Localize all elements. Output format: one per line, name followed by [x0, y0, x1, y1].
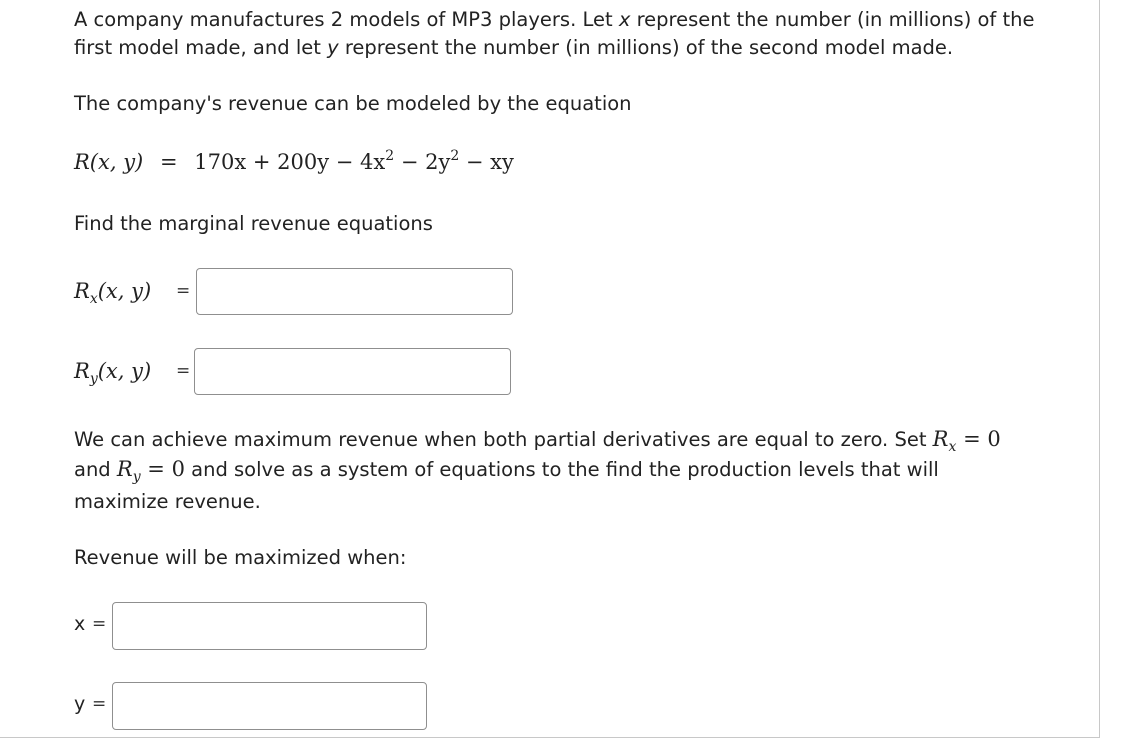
x-equals: = [92, 614, 107, 634]
y-answer-input[interactable] [112, 682, 427, 730]
equation-term1: 170x + 200y − 4x [194, 150, 386, 174]
equation-exp1: 2 [385, 148, 395, 164]
max-line-3: maximize revenue. [74, 490, 261, 513]
maximized-when-label: Revenue will be maximized when: [74, 546, 407, 569]
max-line-1: We can achieve maximum revenue when both partial derivatives are equal to zero. Set $R_x = 0$ [74, 427, 1001, 455]
max-line-2: and $R_y = 0$ and solve as a system of equations to the find the production levels that will [74, 457, 939, 485]
rx-label: $R_x(x$, y) [74, 279, 152, 307]
x-label: x [74, 613, 86, 635]
revenue-equation [74, 148, 514, 180]
y-equals: = [92, 694, 107, 714]
x-answer-input[interactable] [112, 602, 427, 650]
marginal-prompt: Find the marginal revenue equations [74, 212, 433, 235]
rx-answer-input[interactable] [196, 268, 513, 315]
equation-lhs: R(x, y) [74, 150, 144, 174]
ry-equals: = [176, 361, 191, 381]
rx-equals: = [176, 281, 191, 301]
revenue-intro: The company's revenue can be modeled by the equation [74, 92, 632, 115]
y-label: y [74, 693, 86, 715]
intro-line-1: A company manufactures 2 models of MP3 players. Let x represent the number (in millions) of the [74, 8, 1035, 31]
intro-line-2: first model made, and let y represent the number (in millions) of the second model made. [74, 36, 954, 59]
equation-equals: = [159, 150, 178, 174]
ry-answer-input[interactable] [194, 348, 511, 395]
equation-exp2: 2 [450, 148, 460, 164]
ry-label: $R_y(x$, y) [74, 359, 152, 387]
equation-term3: − xy [459, 150, 514, 174]
equation-term2: − 2y [394, 150, 451, 174]
